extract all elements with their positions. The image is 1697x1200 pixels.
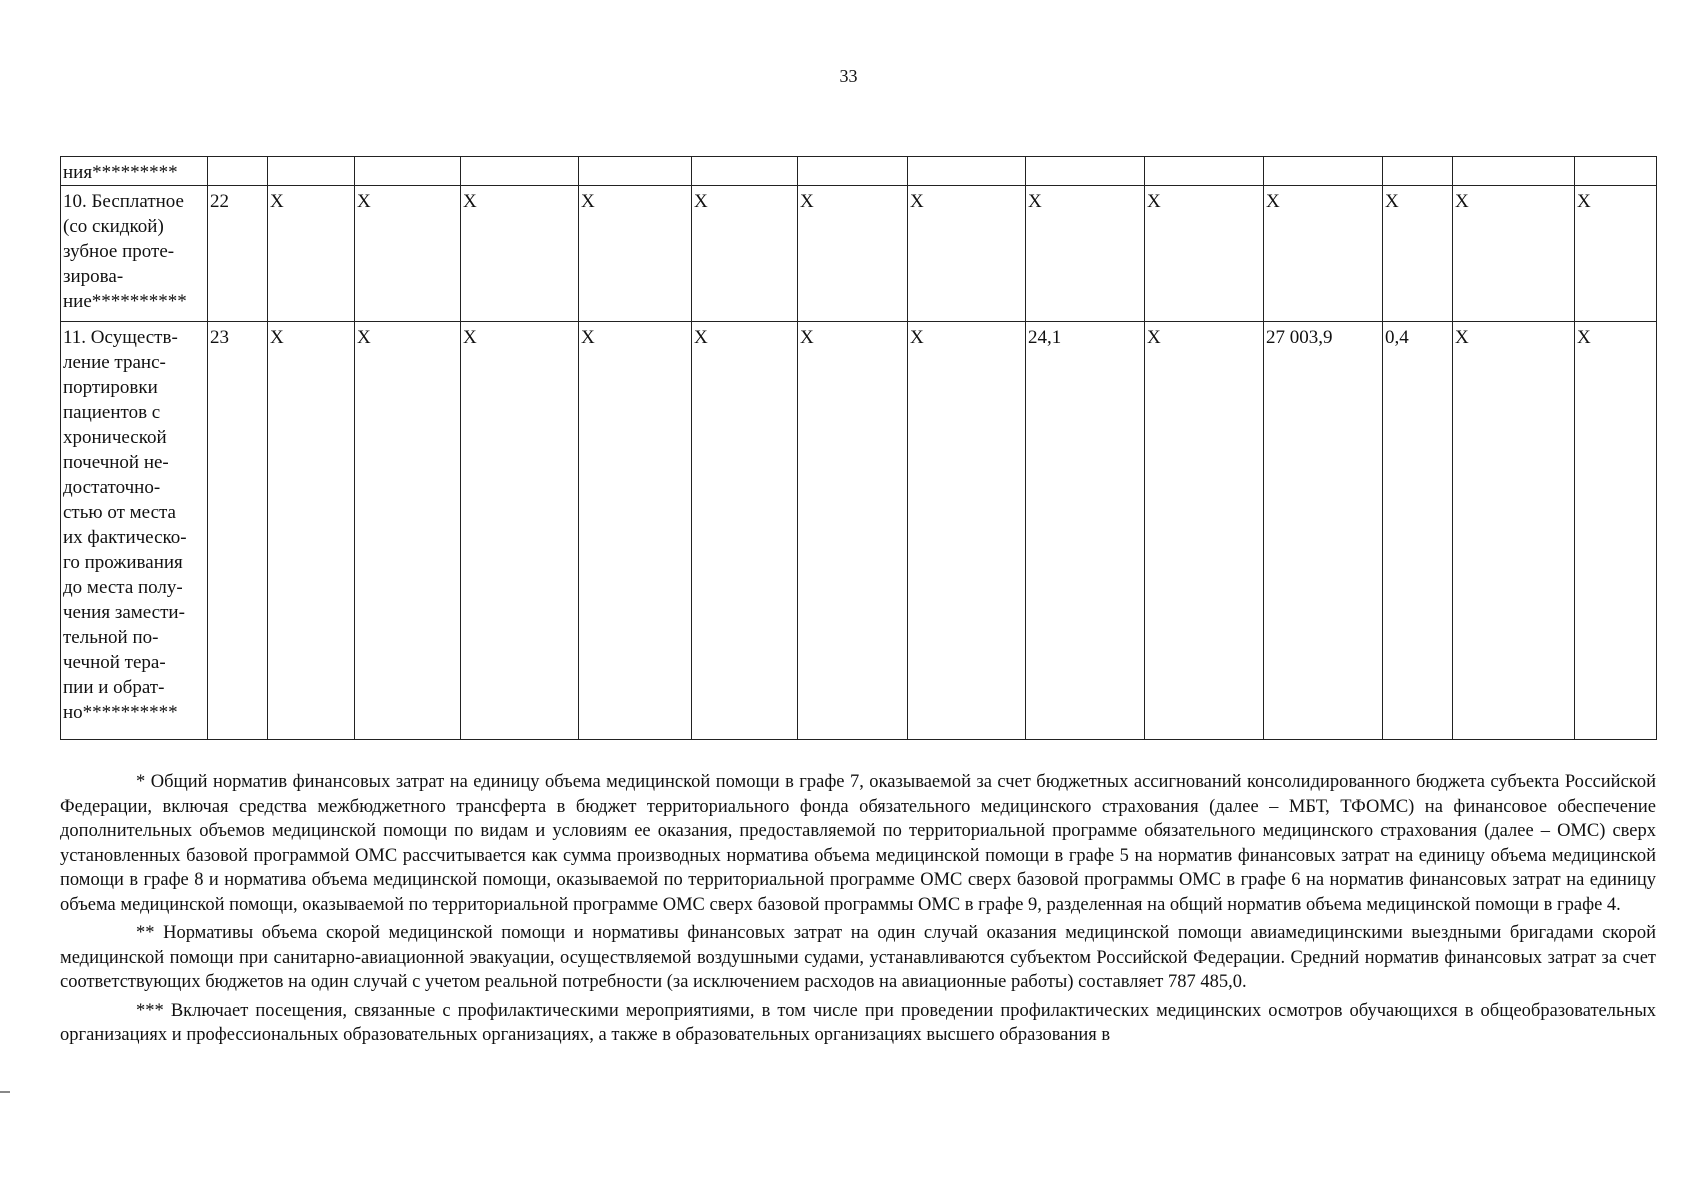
- table-cell: Х: [579, 322, 692, 740]
- table-row: [61, 157, 1657, 186]
- norms-table: [60, 156, 1657, 740]
- table-cell: [1453, 157, 1575, 186]
- table-cell: Х: [908, 322, 1026, 740]
- table-cell: Х: [1575, 186, 1657, 322]
- table-cell: Х: [268, 186, 355, 322]
- table-cell: [208, 157, 268, 186]
- table-cell: Х: [1264, 186, 1383, 322]
- table-cell: Х: [1145, 322, 1264, 740]
- table-cell: [1383, 157, 1453, 186]
- table-cell: [461, 157, 579, 186]
- table-cell: Х: [692, 186, 798, 322]
- table-body: [61, 157, 1657, 740]
- table-cell: 27 003,9: [1264, 322, 1383, 740]
- table-cell: [908, 157, 1026, 186]
- table-cell: Х: [798, 186, 908, 322]
- table-cell: Х: [461, 186, 579, 322]
- table-cell: [1264, 157, 1383, 186]
- row-label-cell: 10. Бесплатное (со скидкой) зубное проте- зирова- ние**********: [61, 186, 208, 322]
- table-cell: [579, 157, 692, 186]
- footnotes: [60, 770, 1656, 1052]
- table-cell: [692, 157, 798, 186]
- table-cell: Х: [268, 322, 355, 740]
- table-cell: Х: [1453, 186, 1575, 322]
- table-cell: Х: [579, 186, 692, 322]
- table-cell: Х: [692, 322, 798, 740]
- table-cell: Х: [1026, 186, 1145, 322]
- table-cell: Х: [908, 186, 1026, 322]
- table-cell: Х: [355, 322, 461, 740]
- page-number: 33: [839, 66, 858, 86]
- table-cell: Х: [1453, 322, 1575, 740]
- scan-margin-mark: [0, 1091, 10, 1093]
- table-cell: 22: [208, 186, 268, 322]
- table-cell: [268, 157, 355, 186]
- footnote-3: *** Включает посещения, связанные с профилактическими мероприятиями, в том числе при проведении профилактических медицинских осмотров обучающихся в общеобразовательных организациях и профессиональных образовательных организациях, а также в образовательных организациях высшего образования в: [60, 1000, 1656, 1045]
- table-cell: Х: [1383, 186, 1453, 322]
- table-cell: Х: [461, 322, 579, 740]
- table-cell: Х: [355, 186, 461, 322]
- table-cell: [1026, 157, 1145, 186]
- table-cell: [1145, 157, 1264, 186]
- table-cell: [798, 157, 908, 186]
- table-cell: [355, 157, 461, 186]
- table-row: [61, 186, 1657, 322]
- table-cell: [1575, 157, 1657, 186]
- table-cell: 0,4: [1383, 322, 1453, 740]
- table-cell: Х: [798, 322, 908, 740]
- row-label-cell: ния*********: [61, 157, 208, 186]
- footnote-1: * Общий норматив финансовых затрат на единицу объема медицинской помощи в графе 7, оказываемой за счет бюджетных ассигнований консолидированного бюджета субъекта Российской Федерации, включая средства межбюджетного трансферта в бюджет территориального фонда обязательного медицинского страхования (далее – МБТ, ТФОМС) на финансовое обеспечение дополнительных объемов медицинской помощи по видам и условиям ее оказания, предоставляемой по территориальной программе обязательного медицинского страхования (далее – ОМС) сверх установленных базовой программой ОМС рассчитывается как сумма производных норматива объема медицинской помощи в графе 5 на норматив финансовых затрат на единицу объема медицинской помощи в графе 8 и норматива объема медицинской помощи, оказываемой по территориальной программе ОМС сверх базовой программы ОМС в графе 6 на норматив финансовых затрат на единицу объема медицинской помощи, оказываемой по территориальной программе ОМС сверх базовой программы ОМС в графе 9, разделенная на общий норматив объема медицинской помощи в графе 4.: [60, 772, 1656, 915]
- table-row: [61, 322, 1657, 740]
- table-cell: Х: [1145, 186, 1264, 322]
- table-cell: 23: [208, 322, 268, 740]
- footnote-2: ** Нормативы объема скорой медицинской помощи и нормативы финансовых затрат на один случай оказания медицинской помощи авиамедицинскими выездными бригадами скорой медицинской помощи при санитарно-авиационной эвакуации, осуществляемой воздушными судами, устанавливаются субъектом Российской Федерации. Средний норматив финансовых затрат за счет соответствующих бюджетов на один случай с учетом реальной потребности (за исключением расходов на авиационные работы) составляет 787 485,0.: [60, 923, 1656, 992]
- table-cell: Х: [1575, 322, 1657, 740]
- row-label-cell: 11. Осуществ- ление транс- портировки пациентов с хронической почечной не- достаточно- стью от места их фактическо- го проживания до места полу- чения замести- тельной по- чечной тера- пии и обрат- но**********: [61, 322, 208, 740]
- table-cell: 24,1: [1026, 322, 1145, 740]
